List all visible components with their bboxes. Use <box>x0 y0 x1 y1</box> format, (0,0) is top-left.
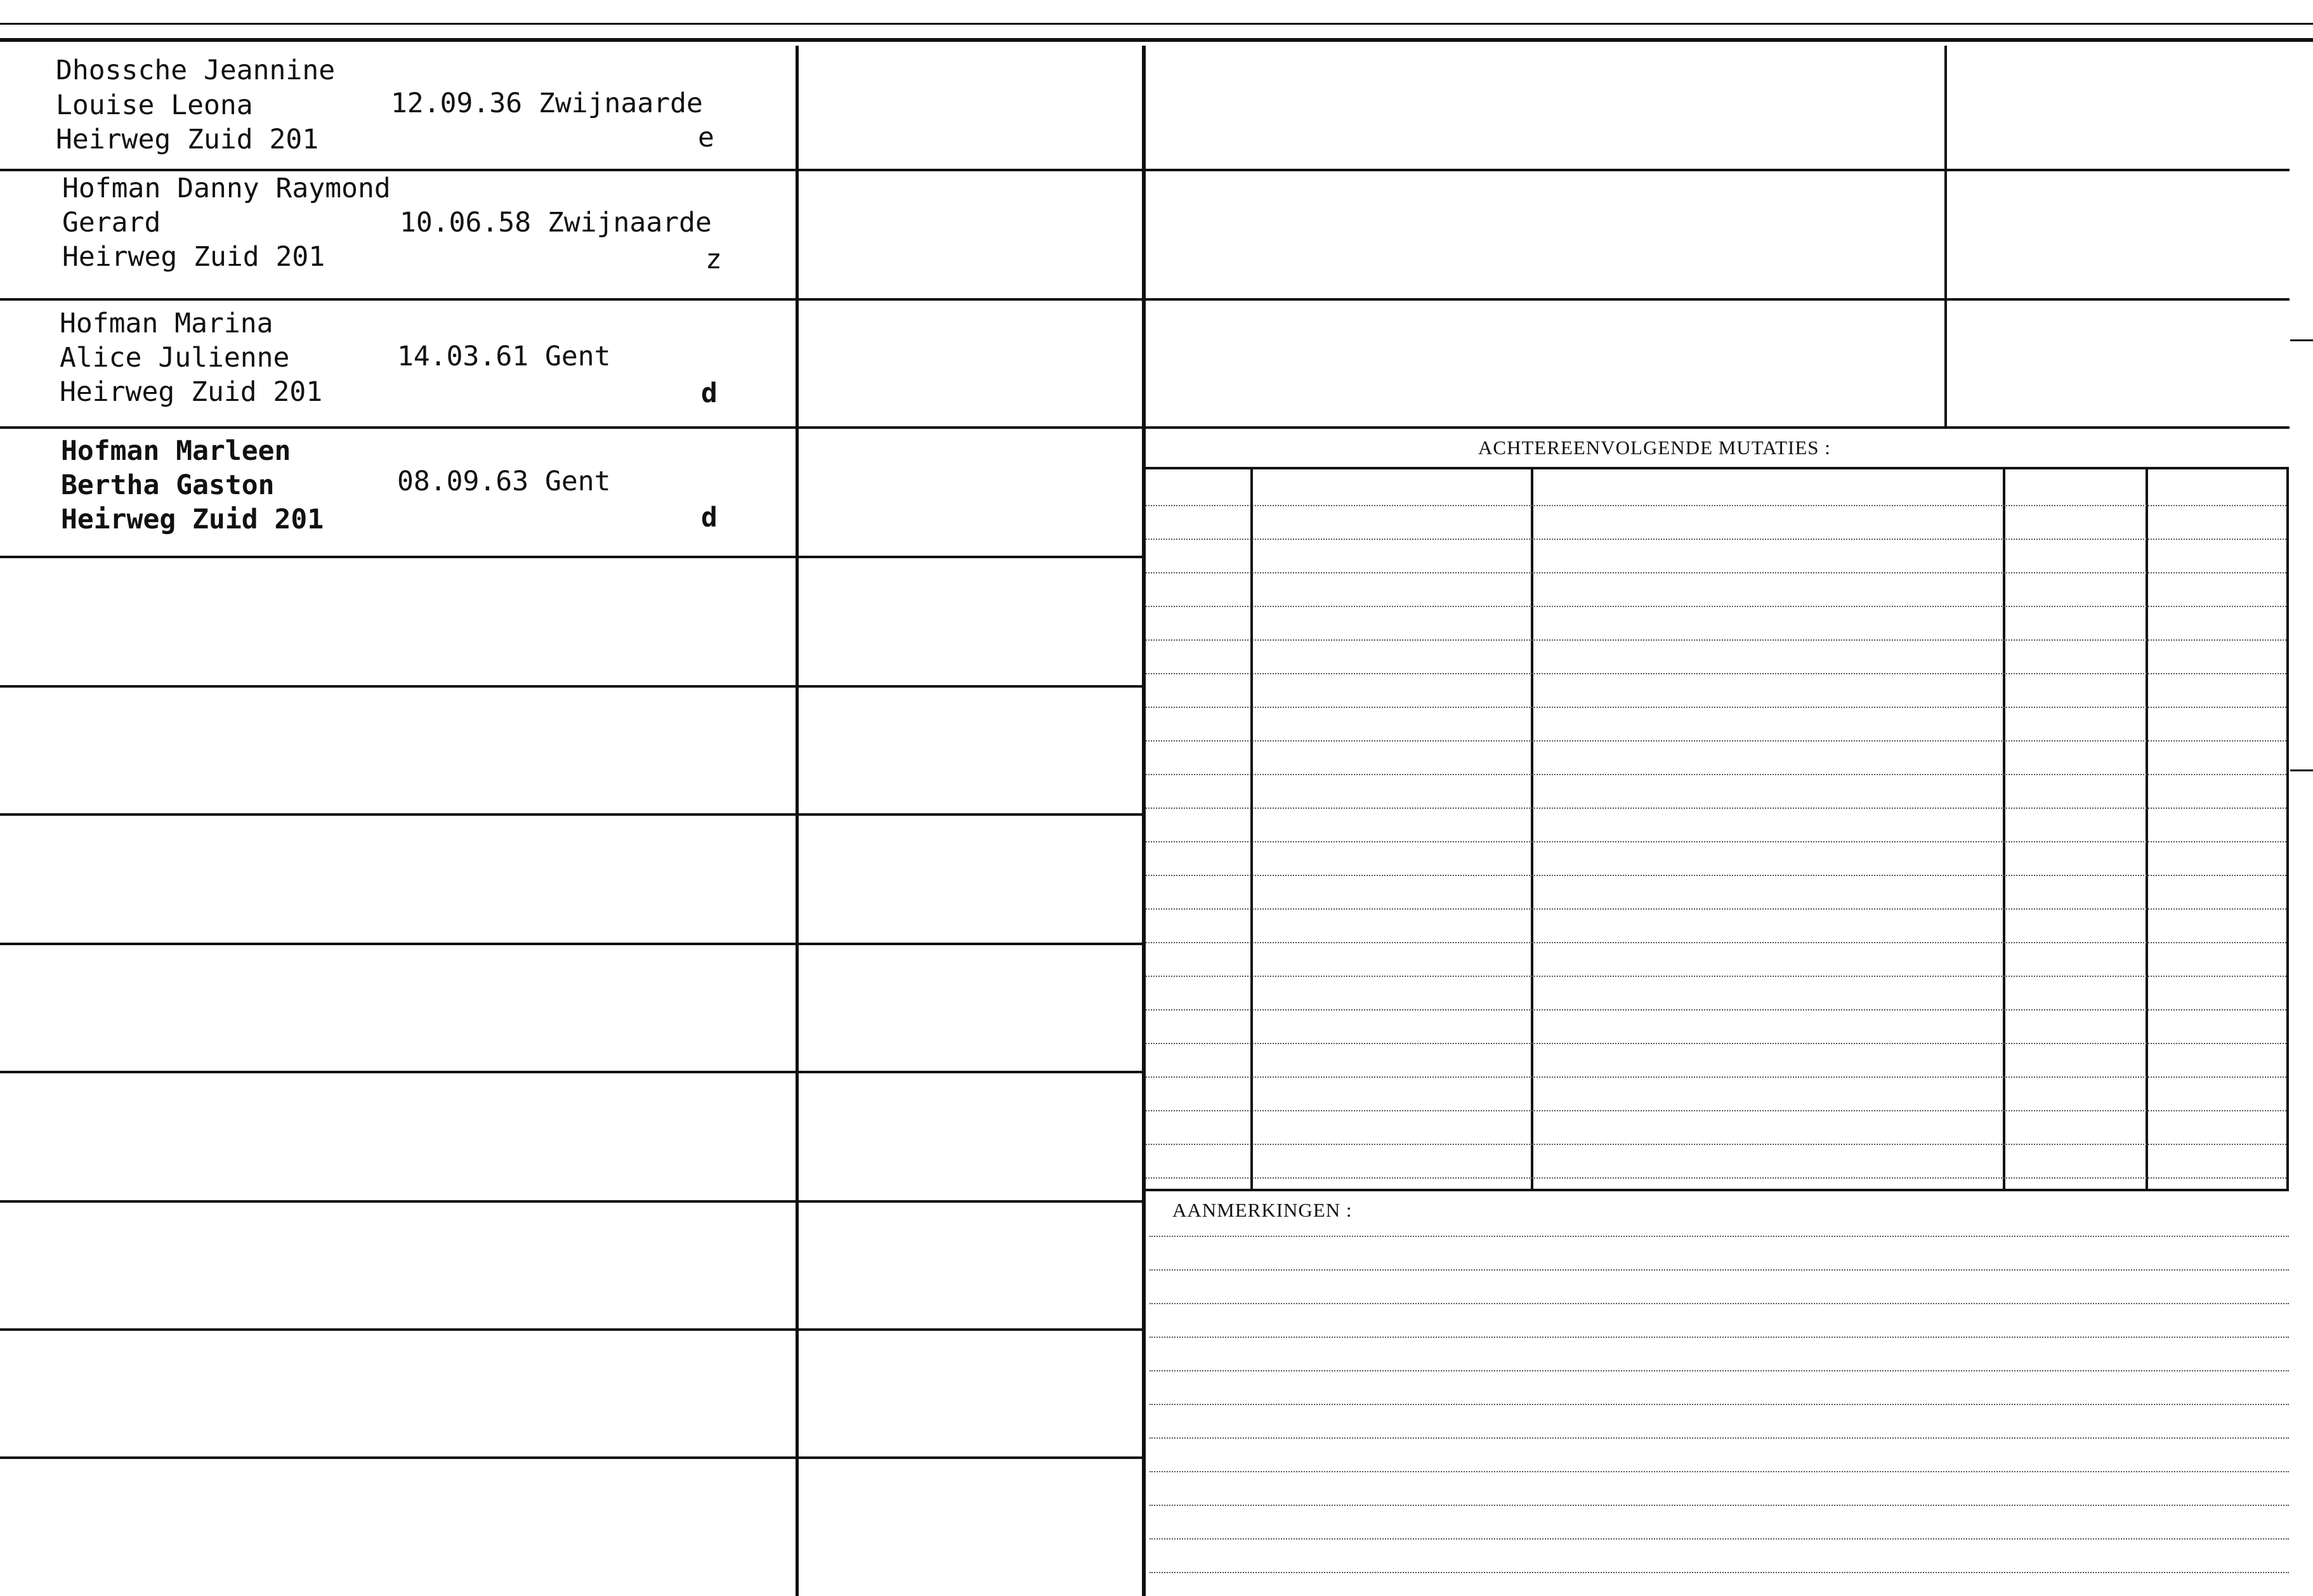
record-birth: 14.03.61 Gent <box>397 341 611 372</box>
ruled-line <box>1150 1572 2289 1573</box>
record-address: Heirweg Zuid 201 <box>62 241 325 273</box>
record-given-names: Louise Leona <box>56 89 253 121</box>
ruled-line <box>1150 1269 2289 1271</box>
top-border-line <box>0 23 2313 25</box>
ruled-line <box>1150 1471 2289 1472</box>
right-row-separator <box>1144 426 2290 429</box>
ruled-line <box>1150 1303 2289 1304</box>
record-birth: 12.09.36 Zwijnaarde <box>391 88 703 119</box>
ruled-line <box>1146 1009 2286 1011</box>
right-row-separator <box>1144 298 2290 301</box>
record-mark: d <box>701 502 717 533</box>
ruled-line <box>1146 606 2286 607</box>
ruled-line <box>1146 707 2286 708</box>
ruled-line <box>1150 1437 2289 1439</box>
ruled-line <box>1146 673 2286 674</box>
ruled-line <box>1146 808 2286 809</box>
ruled-line <box>1146 976 2286 977</box>
ruled-line <box>1150 1538 2289 1540</box>
mutaties-ruled-lines <box>1146 467 2289 1191</box>
top-border-line-thick <box>0 38 2313 42</box>
mutaties-heading: ACHTEREENVOLGENDE MUTATIES : <box>1478 436 1831 459</box>
record-address: Heirweg Zuid 201 <box>61 504 324 535</box>
row-separator <box>0 813 1143 816</box>
column-divider-3 <box>1944 46 1947 426</box>
ruled-line <box>1146 1110 2286 1111</box>
row-separator <box>0 556 1143 558</box>
record-birth: 08.09.63 Gent <box>397 466 611 497</box>
row-separator <box>0 1071 1143 1073</box>
record-given-names: Gerard <box>62 207 161 239</box>
record-name: Hofman Marina <box>60 308 273 339</box>
column-divider-1 <box>796 46 799 1596</box>
record-given-names: Bertha Gaston <box>61 469 275 501</box>
row-separator <box>0 1200 1143 1203</box>
ruled-line <box>1146 1144 2286 1145</box>
ruled-line <box>1146 774 2286 775</box>
ruled-line <box>1146 841 2286 842</box>
ruled-line <box>1146 505 2286 506</box>
record-name: Hofman Marleen <box>61 435 291 467</box>
aanmerkingen-ruled-lines <box>1150 1231 2289 1596</box>
record-mark: e <box>698 122 714 154</box>
record-birth: 10.06.58 Zwijnaarde <box>400 207 712 239</box>
record-name: Dhossche Jeannine <box>56 55 336 86</box>
ruled-line <box>1150 1505 2289 1506</box>
aanmerkingen-heading: AANMERKINGEN : <box>1172 1199 1353 1221</box>
ruled-line <box>1146 908 2286 910</box>
ruled-line <box>1150 1337 2289 1338</box>
edge-mark <box>2290 339 2313 341</box>
ruled-line <box>1146 539 2286 540</box>
record-given-names: Alice Julienne <box>60 342 290 374</box>
record-mark: d <box>701 377 717 409</box>
row-separator <box>0 943 1143 945</box>
mutaties-grid <box>1146 467 2289 1191</box>
ruled-line <box>1146 639 2286 641</box>
record-address: Heirweg Zuid 201 <box>60 376 323 408</box>
record-address: Heirweg Zuid 201 <box>56 124 319 155</box>
row-separator <box>0 169 1143 171</box>
row-separator <box>0 1328 1143 1331</box>
ruled-line <box>1150 1404 2289 1405</box>
ruled-line <box>1146 942 2286 943</box>
row-separator <box>0 1456 1143 1459</box>
ruled-line <box>1146 572 2286 573</box>
ruled-line <box>1150 1236 2289 1237</box>
ruled-line <box>1150 1370 2289 1371</box>
right-row-separator <box>1144 169 2290 171</box>
ruled-line <box>1146 1076 2286 1078</box>
row-separator <box>0 298 1143 301</box>
row-separator <box>0 426 1143 429</box>
record-mark: z <box>705 244 722 275</box>
ruled-line <box>1146 1177 2286 1179</box>
ruled-line <box>1146 1043 2286 1044</box>
ruled-line <box>1146 740 2286 742</box>
edge-mark <box>2290 769 2313 771</box>
ruled-line <box>1146 875 2286 876</box>
row-separator <box>0 685 1143 688</box>
record-name: Hofman Danny Raymond <box>62 173 391 204</box>
